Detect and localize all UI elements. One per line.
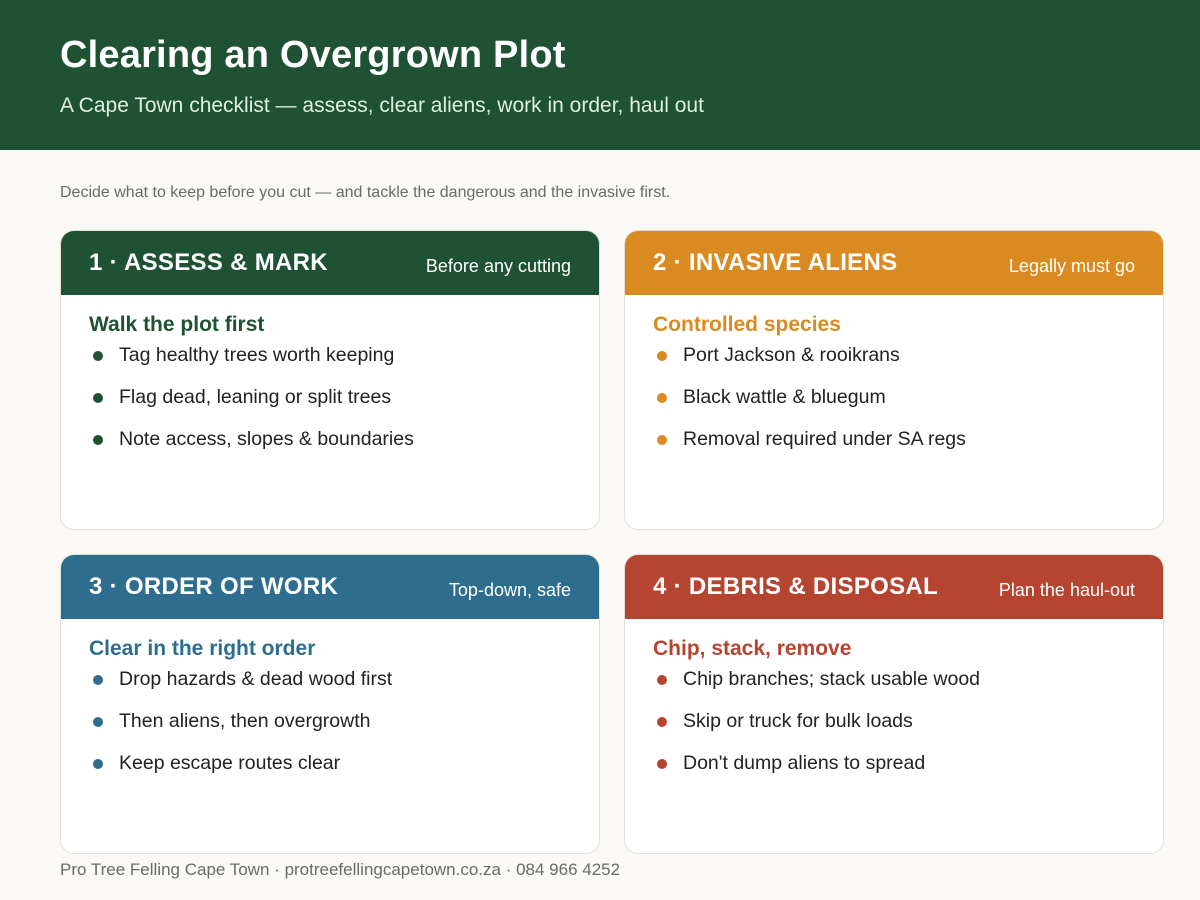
card-tag: Plan the haul-out: [998, 580, 1135, 600]
card-list: [89, 343, 414, 469]
list-item: [653, 667, 980, 709]
intro-text: Decide what to keep before you cut — and tackle the dangerous and the invasive first.: [60, 184, 671, 201]
bullet-dot-icon: [93, 759, 103, 769]
list-item-text: Then aliens, then overgrowth: [119, 710, 371, 732]
bullet-dot-icon: [657, 759, 667, 769]
card-debris-disposal: [624, 554, 1164, 854]
list-item-text: Keep escape routes clear: [119, 752, 341, 774]
card-order-of-work: [60, 554, 600, 854]
bullet-dot-icon: [657, 675, 667, 685]
list-item: [89, 709, 392, 751]
page-title: Clearing an Overgrown Plot: [60, 34, 566, 76]
card-title: 3 · ORDER OF WORK: [89, 573, 339, 600]
bullet-dot-icon: [93, 351, 103, 361]
card-header: [61, 231, 599, 295]
card-header: [61, 555, 599, 619]
list-item-text: Tag healthy trees worth keeping: [119, 344, 395, 366]
footer-contact: Pro Tree Felling Cape Town · protreefellingcapetown.co.za · 084 966 4252: [60, 860, 621, 879]
list-item-text: Chip branches; stack usable wood: [683, 668, 981, 690]
bullet-dot-icon: [93, 393, 103, 403]
card-subheading: Walk the plot first: [89, 313, 265, 336]
page-subtitle: A Cape Town checklist — assess, clear aliens, work in order, haul out: [60, 94, 704, 117]
list-item-text: Skip or truck for bulk loads: [683, 710, 913, 732]
card-subheading: Controlled species: [653, 313, 841, 336]
bullet-dot-icon: [657, 393, 667, 403]
card-tag: Before any cutting: [425, 256, 571, 276]
list-item: [89, 427, 414, 469]
list-item: [653, 709, 980, 751]
bullet-dot-icon: [657, 351, 667, 361]
list-item: [89, 385, 414, 427]
list-item-text: Port Jackson & rooikrans: [683, 344, 900, 366]
list-item: [89, 343, 414, 385]
card-tag: Top-down, safe: [448, 580, 571, 600]
list-item-text: Note access, slopes & boundaries: [119, 428, 414, 450]
bullet-dot-icon: [93, 435, 103, 445]
list-item-text: Black wattle & bluegum: [683, 386, 886, 408]
list-item: [89, 667, 392, 709]
bullet-dot-icon: [93, 717, 103, 727]
list-item: [653, 343, 966, 385]
bullet-dot-icon: [657, 717, 667, 727]
list-item: [653, 427, 966, 469]
list-item-text: Flag dead, leaning or split trees: [119, 386, 392, 408]
list-item: [653, 751, 980, 793]
list-item-text: Don't dump aliens to spread: [683, 752, 926, 774]
list-item: [653, 385, 966, 427]
card-title: 4 · DEBRIS & DISPOSAL: [653, 573, 939, 600]
bullet-dot-icon: [93, 675, 103, 685]
list-item: [89, 751, 392, 793]
card-invasive-aliens: [624, 230, 1164, 530]
card-tag: Legally must go: [1008, 256, 1135, 276]
card-title: 1 · ASSESS & MARK: [89, 249, 328, 276]
bullet-dot-icon: [657, 435, 667, 445]
card-list: [89, 667, 392, 793]
card-title: 2 · INVASIVE ALIENS: [653, 249, 898, 276]
card-header: [625, 231, 1163, 295]
card-header: [625, 555, 1163, 619]
card-list: [653, 667, 980, 793]
list-item-text: Removal required under SA regs: [683, 428, 966, 450]
card-assess-mark: [60, 230, 600, 530]
card-subheading: Clear in the right order: [89, 637, 316, 660]
list-item-text: Drop hazards & dead wood first: [119, 668, 393, 690]
card-subheading: Chip, stack, remove: [653, 637, 852, 660]
page-header: [0, 0, 1200, 150]
card-list: [653, 343, 966, 469]
